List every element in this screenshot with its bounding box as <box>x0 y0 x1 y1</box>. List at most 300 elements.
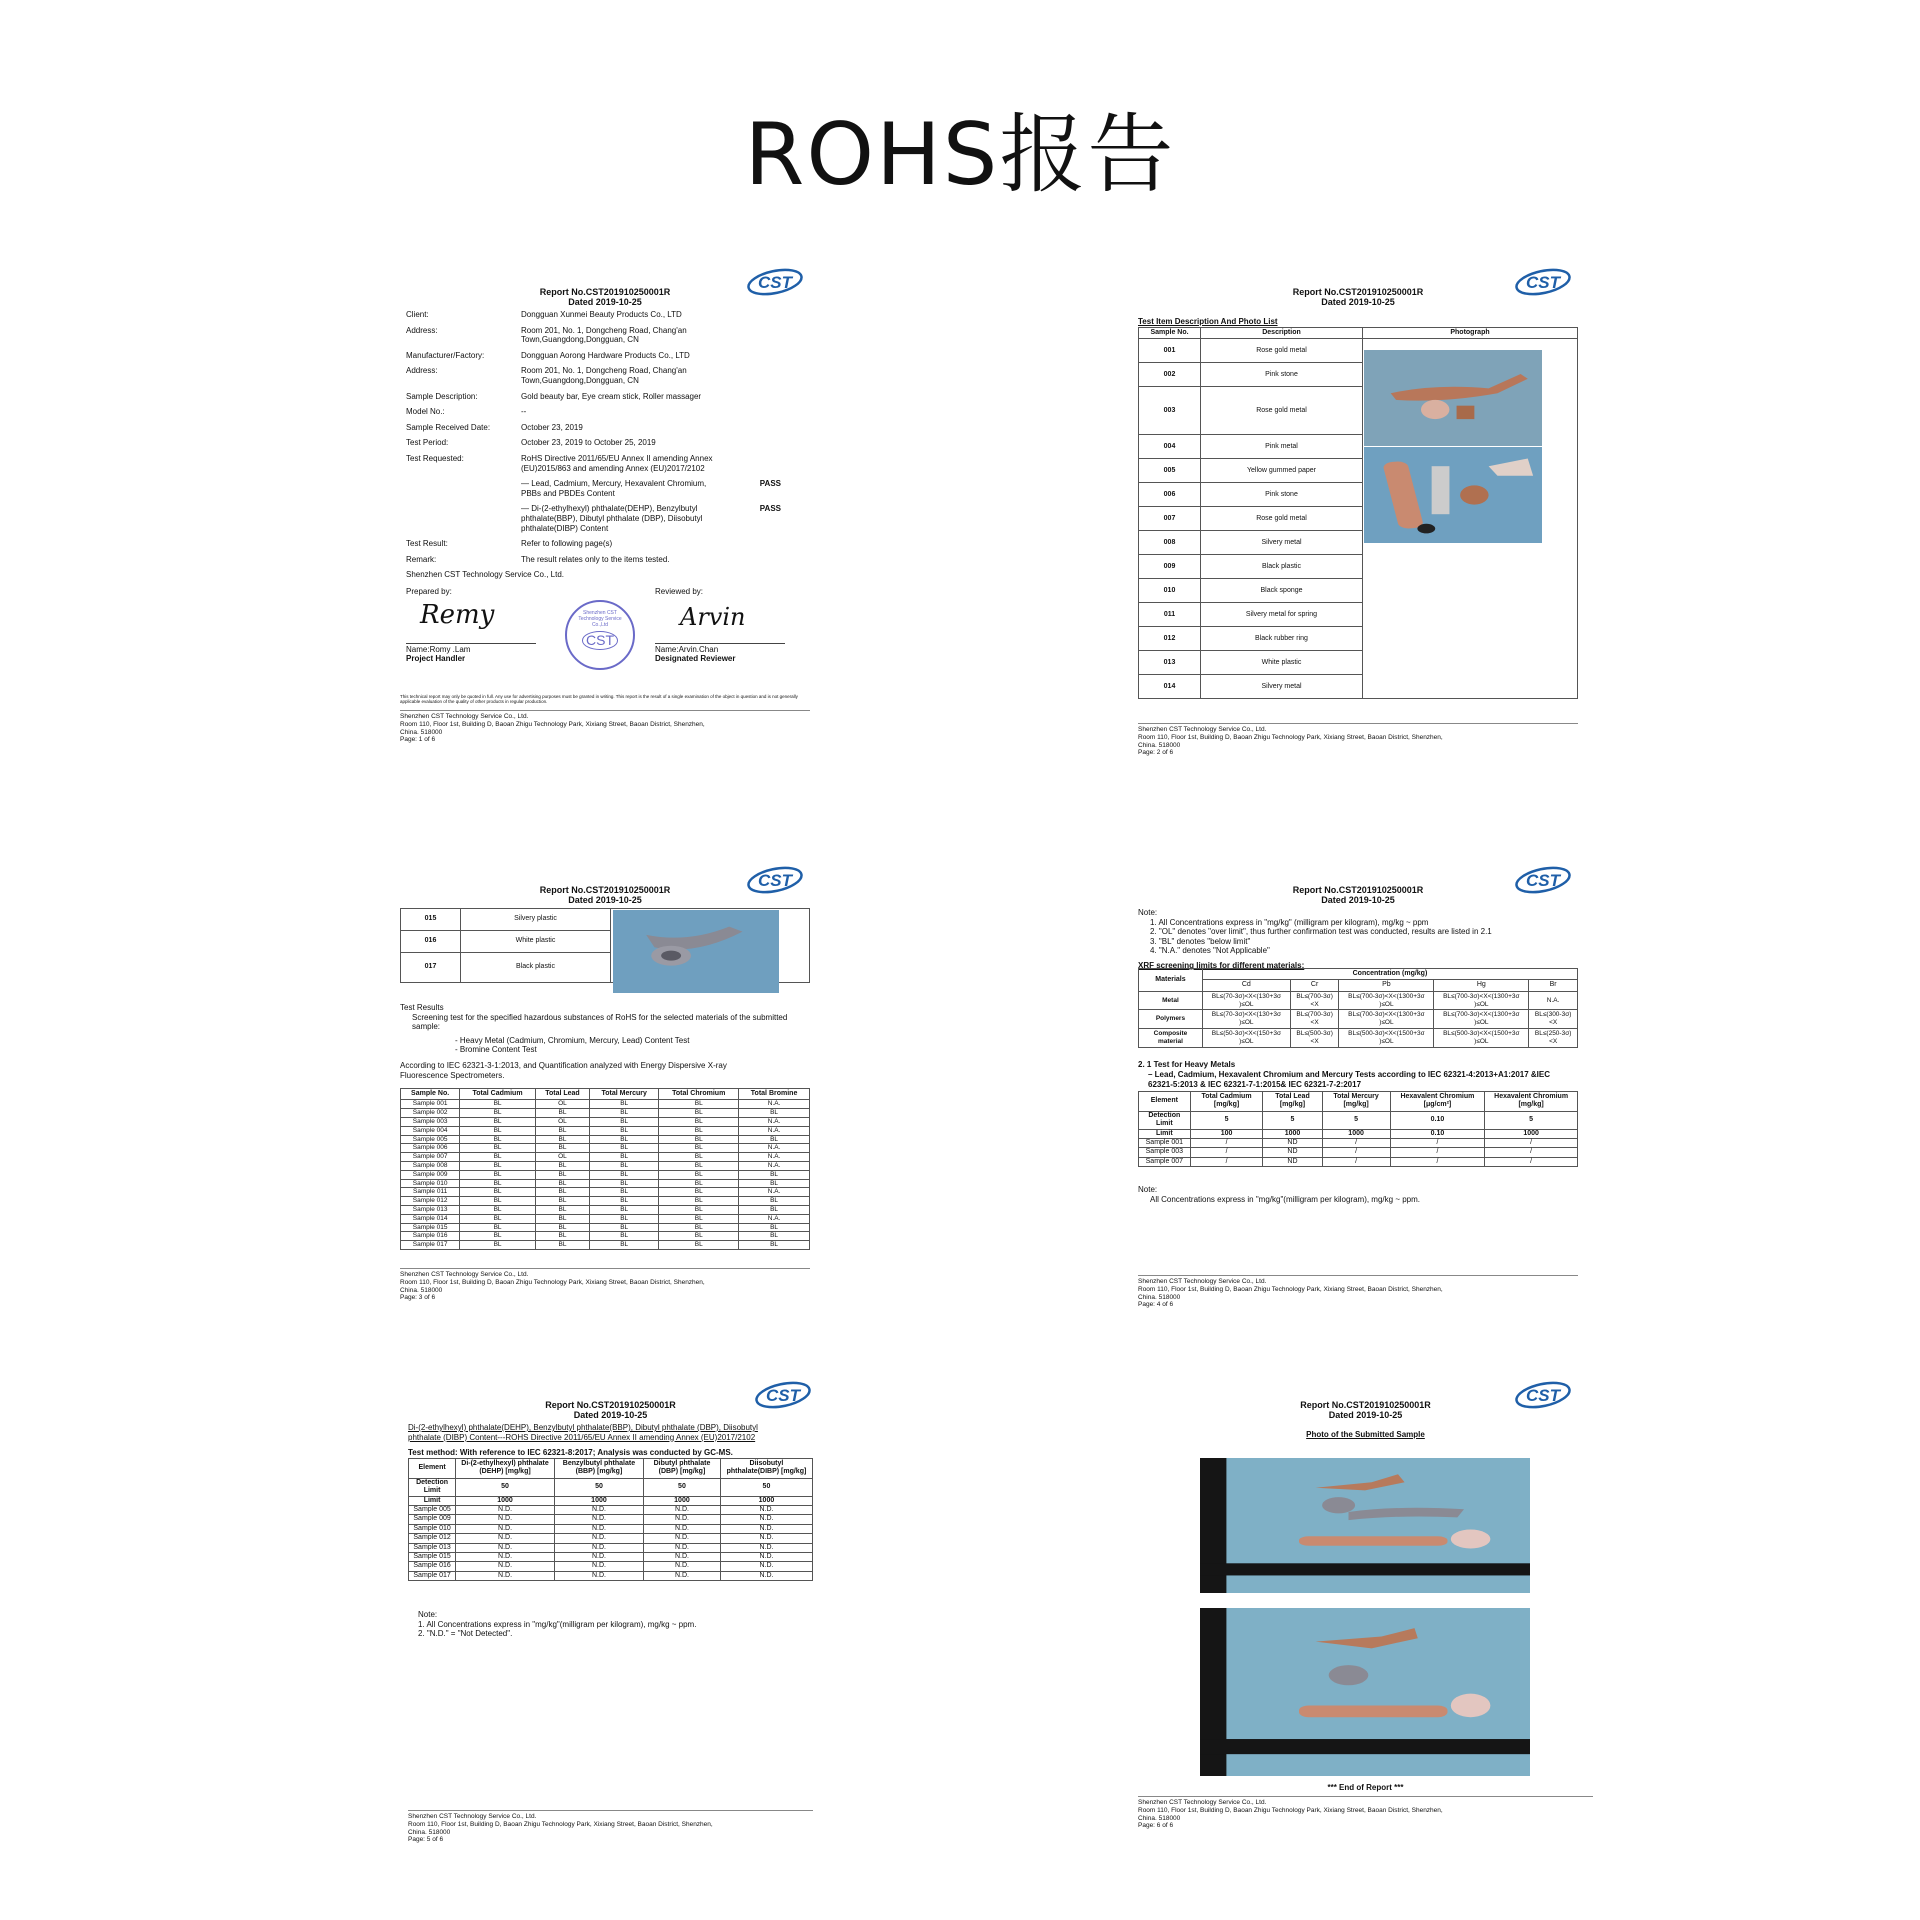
table-header-row <box>1139 1092 1578 1112</box>
footer-address: Room 110, Floor 1st, Building D, Baoan Zhigu Technology Park, Xixiang Street, Baoan District, Shenzhen, <box>400 1278 705 1286</box>
table-cell: BL≤(300-3σ)<X <box>1529 1010 1578 1029</box>
table-cell: Sample 012 <box>409 1534 456 1543</box>
col-header: Element <box>409 1459 456 1479</box>
spacer <box>406 479 521 498</box>
table-cell: N.D. <box>456 1515 555 1524</box>
table-cell: BL <box>659 1232 739 1241</box>
page-title: ROHS报告 <box>744 105 1176 205</box>
table-cell: N.D. <box>554 1562 643 1571</box>
table-cell: BL <box>659 1179 739 1188</box>
table-cell: 50 <box>554 1478 643 1496</box>
info-value: The result relates only to the items tested. <box>521 554 670 564</box>
page-number: Page: 4 of 6 <box>1138 1301 1174 1309</box>
table-header-row <box>1139 969 1578 980</box>
table-cell: BL≤(50-3σ)<X<(150+3σ )≤OL <box>1202 1028 1290 1047</box>
reviewer-name: Name:Arvin.Chan <box>655 645 719 654</box>
table-cell: N.D. <box>644 1534 721 1543</box>
table-cell: BL <box>739 1223 810 1232</box>
page-number: Page: 2 of 6 <box>1138 749 1174 757</box>
table-cell: / <box>1322 1148 1390 1157</box>
table-cell: BL≤(70-3σ)<X<(130+3σ )≤OL <box>1202 1010 1290 1029</box>
table-cell: BL <box>739 1109 810 1118</box>
table-cell: BL <box>535 1197 589 1206</box>
footer-address: Room 110, Floor 1st, Building D, Baoan Zhigu Technology Park, Xixiang Street, Baoan District, Shenzhen, <box>1138 1285 1443 1293</box>
table-cell: / <box>1190 1157 1263 1166</box>
stamp-center: CST <box>582 631 618 650</box>
table-cell: BL <box>590 1100 659 1109</box>
col-header: Benzylbutyl phthalate (BBP) [mg/kg] <box>554 1459 643 1479</box>
sample-description: White plastic <box>461 931 611 953</box>
table-row <box>409 1552 813 1561</box>
phthalate-table <box>408 1458 813 1581</box>
xrf-limits-table <box>1138 968 1578 1048</box>
table-cell: Sample 016 <box>409 1562 456 1571</box>
note-line: 1. All Concentrations express in "mg/kg" (milligram per kilogram), mg/kg ~ ppm <box>1150 917 1429 927</box>
table-cell: Sample 013 <box>401 1205 460 1214</box>
report-date: Dated 2019-10-25 <box>1321 297 1395 308</box>
table-row <box>409 1505 813 1514</box>
stamp-ring-text: Shenzhen CST Technology Service Co.,Ltd <box>578 610 622 628</box>
sample-number: 010 <box>1139 579 1201 603</box>
table-cell: BL <box>460 1170 536 1179</box>
table-cell: BL <box>659 1153 739 1162</box>
table-cell: N.D. <box>554 1515 643 1524</box>
table-cell: BL <box>739 1179 810 1188</box>
notes <box>1138 908 1578 971</box>
info-value: October 23, 2019 <box>521 422 583 432</box>
note-line: 2. "OL" denotes "over limit", thus further confirmation test was conducted, results are listed in 2.1 <box>1150 927 1492 937</box>
sample-description: Pink stone <box>1201 363 1363 387</box>
table-cell: / <box>1390 1157 1485 1166</box>
table-cell: BL <box>590 1188 659 1197</box>
table-cell: BL <box>739 1170 810 1179</box>
report-number: Report No.CST201910250001R <box>539 287 671 297</box>
section-subheading: – Lead, Cadmium, Hexavalent Chromium and Mercury Tests according to IEC 62321-4:2013+A1:2017 &IEC 62321-5:2013 & IEC 62321-7-1:2015& IEC 62321-7-2:2017 <box>1148 1070 1550 1089</box>
sample-description: Pink metal <box>1201 435 1363 459</box>
pass-badge: PASS <box>759 479 781 489</box>
info-row <box>406 366 806 385</box>
table-cell: N.A. <box>739 1126 810 1135</box>
table-row <box>401 1223 810 1232</box>
sample-description: Yellow gummed paper <box>1201 459 1363 483</box>
table-cell: BL <box>535 1170 589 1179</box>
table-cell: BL <box>590 1241 659 1250</box>
table-cell: BL <box>535 1144 589 1153</box>
table-row <box>409 1534 813 1543</box>
page-footer <box>1138 723 1578 757</box>
screening-results-table <box>400 1088 810 1250</box>
heavy-metals-table <box>1138 1091 1578 1167</box>
table-row <box>409 1478 813 1496</box>
preparer-name: Name:Romy .Lam <box>406 645 471 654</box>
table-cell: Sample 001 <box>1139 1138 1191 1147</box>
report-date: Dated 2019-10-25 <box>573 1410 648 1421</box>
table-cell: Sample 017 <box>401 1241 460 1250</box>
submitted-sample-photo-1 <box>1200 1458 1530 1593</box>
table-cell: Sample 001 <box>401 1100 460 1109</box>
requirement-text: — Lead, Cadmium, Mercury, Hexavalent Chromium, PBBs and PBDEs Content <box>521 479 707 498</box>
table-cell: BL≤(700-3σ)<X<(1300+3σ )≤OL <box>1434 991 1529 1010</box>
table-cell: Sample 009 <box>401 1170 460 1179</box>
prepared-label: Prepared by: <box>406 587 452 596</box>
table-cell: BL <box>590 1135 659 1144</box>
table-cell: Sample 014 <box>401 1214 460 1223</box>
table-cell: Sample 012 <box>401 1197 460 1206</box>
sample-description: Pink stone <box>1201 483 1363 507</box>
table-cell: 1000 <box>1322 1129 1390 1138</box>
footer-company: Shenzhen CST Technology Service Co., Ltd. <box>400 713 529 720</box>
table-cell: BL <box>659 1100 739 1109</box>
report-page-4 <box>1138 863 1578 1309</box>
table-cell: N.D. <box>456 1524 555 1533</box>
footer-china: China. 518000 <box>1138 741 1181 749</box>
table-cell: / <box>1322 1138 1390 1147</box>
info-value: October 23, 2019 to October 25, 2019 <box>521 438 656 448</box>
page-footer <box>400 1268 810 1302</box>
sample-number: 009 <box>1139 555 1201 579</box>
table-cell: BL <box>590 1117 659 1126</box>
sample-number: 004 <box>1139 435 1201 459</box>
info-label: Test Result: <box>406 539 448 549</box>
table-row <box>401 1161 810 1170</box>
info-label: Address: <box>406 325 438 335</box>
table-cell: BL <box>460 1135 536 1144</box>
table-cell: BL <box>460 1100 536 1109</box>
table-cell: N.D. <box>644 1515 721 1524</box>
table-cell: Sample 007 <box>1139 1157 1191 1166</box>
info-value: Room 201, No. 1, Dongcheng Road, Chang'an Town,Guangdong,Dongguan, CN <box>521 366 687 385</box>
page-number: Page: 1 of 6 <box>400 736 436 744</box>
table-cell: N.D. <box>720 1534 812 1543</box>
page-number: Page: 5 of 6 <box>408 1836 444 1844</box>
info-value: Dongguan Xunmei Beauty Products Co., LTD <box>521 310 682 319</box>
sample-description: Rose gold metal <box>1201 387 1363 435</box>
footer-address: Room 110, Floor 1st, Building D, Baoan Zhigu Technology Park, Xixiang Street, Baoan District, Shenzhen, <box>400 720 705 728</box>
footer-china: China. 518000 <box>400 1286 443 1294</box>
table-cell: Sample 007 <box>401 1153 460 1162</box>
page-footer <box>1138 1275 1578 1309</box>
table-cell: BL≤(70-3σ)<X<(130+3σ )≤OL <box>1202 991 1290 1010</box>
footer-china: China. 518000 <box>1138 1293 1181 1301</box>
sample-number: 017 <box>401 953 461 983</box>
col-header: Sample No. <box>1139 328 1201 339</box>
table-cell: Sample 003 <box>1139 1148 1191 1157</box>
info-label: Sample Description: <box>406 391 478 401</box>
table-cell: BL <box>535 1205 589 1214</box>
table-cell: BL <box>659 1161 739 1170</box>
table-cell: BL <box>460 1109 536 1118</box>
table-cell: Metal <box>1139 991 1203 1010</box>
sample-number: 011 <box>1139 603 1201 627</box>
screening-text: Screening test for the specified hazardous substances of RoHS for the selected materials of the submitted sample: <box>412 1012 788 1032</box>
table-cell: 1000 <box>1263 1129 1322 1138</box>
table-cell: / <box>1485 1157 1578 1166</box>
bromine-test: - Bromine Content Test <box>455 1045 537 1055</box>
sample-number: 006 <box>1139 483 1201 507</box>
table-cell: 5 <box>1485 1111 1578 1129</box>
sample-description: Silvery metal <box>1201 675 1363 699</box>
table-cell: N.D. <box>456 1562 555 1571</box>
table-cell: BL <box>460 1223 536 1232</box>
table-cell: N.D. <box>554 1543 643 1552</box>
info-label: Test Requested: <box>406 453 464 463</box>
table-cell: ND <box>1263 1148 1322 1157</box>
table-cell: Sample 010 <box>409 1524 456 1533</box>
table-cell: / <box>1485 1138 1578 1147</box>
table-cell: BL <box>659 1117 739 1126</box>
info-row <box>406 407 806 417</box>
signature-2: Arvin <box>680 603 746 631</box>
info-row <box>406 423 806 433</box>
info-row <box>406 392 806 402</box>
table-cell: N.D. <box>644 1571 721 1580</box>
table-row <box>401 1188 810 1197</box>
table-cell: 50 <box>644 1478 721 1496</box>
pass-badge: PASS <box>759 504 781 514</box>
report-header <box>1138 287 1578 308</box>
table-cell: Detection Limit <box>409 1478 456 1496</box>
col-header: Total Cadmium <box>460 1089 536 1100</box>
table-cell: Composite material <box>1139 1028 1203 1047</box>
table-cell: BL <box>590 1126 659 1135</box>
table-cell: BL <box>590 1170 659 1179</box>
section-heading: 2. 1 Test for Heavy Metals <box>1138 1060 1236 1069</box>
test-method: Test method: With reference to IEC 62321-8:2017; Analysis was conducted by GC-MS. <box>408 1448 733 1457</box>
table-cell: N.D. <box>720 1552 812 1561</box>
table-row <box>409 1562 813 1571</box>
report-header <box>400 287 810 308</box>
submitted-sample-photo-2 <box>1200 1608 1530 1776</box>
company-name: Shenzhen CST Technology Service Co., Ltd. <box>406 570 565 580</box>
company-stamp <box>565 600 635 670</box>
footer-company: Shenzhen CST Technology Service Co., Ltd. <box>1138 726 1267 733</box>
table-cell: N.D. <box>720 1562 812 1571</box>
logo-text: CST <box>766 1386 800 1405</box>
page-number: Page: 3 of 6 <box>400 1294 436 1302</box>
table-cell: BL <box>739 1232 810 1241</box>
report-number: Report No.CST201910250001R <box>539 885 671 895</box>
table-cell: 0.10 <box>1390 1129 1485 1138</box>
table-cell: BL <box>659 1170 739 1179</box>
table-cell: 5 <box>1190 1111 1263 1129</box>
col-header: Photograph <box>1363 328 1578 339</box>
info-row <box>406 326 806 345</box>
sample-number: 001 <box>1139 339 1201 363</box>
table-cell: BL <box>535 1241 589 1250</box>
table-row <box>1139 1138 1578 1147</box>
note-line: Note: <box>1138 908 1158 917</box>
table-cell: BL <box>460 1241 536 1250</box>
table-cell: BL <box>659 1223 739 1232</box>
col-header: Total Mercury <box>590 1089 659 1100</box>
sample-photo-b <box>1364 447 1542 543</box>
table-cell: 5 <box>1322 1111 1390 1129</box>
table-header-row <box>401 1089 810 1100</box>
info-label: Sample Received Date: <box>406 422 491 432</box>
table-cell: BL <box>659 1205 739 1214</box>
table-row <box>1139 1028 1578 1047</box>
table-cell: Sample 015 <box>401 1223 460 1232</box>
report-number: Report No.CST201910250001R <box>545 1400 676 1410</box>
table-cell: N.D. <box>644 1552 721 1561</box>
table-cell: / <box>1190 1138 1263 1147</box>
sample-description: Black sponge <box>1201 579 1363 603</box>
table-cell: OL <box>535 1153 589 1162</box>
table-cell: BL <box>739 1135 810 1144</box>
table-cell: / <box>1322 1157 1390 1166</box>
table-cell: BL <box>739 1197 810 1206</box>
requirement-1 <box>406 479 806 498</box>
table-cell: 5 <box>1263 1111 1322 1129</box>
col-header: Total Bromine <box>739 1089 810 1100</box>
end-of-report: *** End of Report *** <box>1327 1783 1404 1792</box>
table-cell: Sample 008 <box>401 1161 460 1170</box>
table-header-row <box>1139 980 1578 991</box>
footer-address: Room 110, Floor 1st, Building D, Baoan Zhigu Technology Park, Xixiang Street, Baoan District, Shenzhen, <box>1138 1806 1443 1814</box>
element-header: Br <box>1529 980 1578 991</box>
table-cell: Sample 015 <box>409 1552 456 1561</box>
reviewed-label: Reviewed by: <box>655 587 704 596</box>
report-number: Report No.CST201910250001R <box>1300 1400 1431 1410</box>
logo-text: CST <box>1526 1386 1560 1405</box>
report-header <box>400 885 810 906</box>
report-date: Dated 2019-10-25 <box>568 895 642 906</box>
table-cell: 100 <box>1190 1129 1263 1138</box>
table-cell: BL <box>535 1223 589 1232</box>
test-results <box>400 1003 810 1080</box>
table-row <box>401 1153 810 1162</box>
table-cell: BL <box>590 1223 659 1232</box>
table-cell: N.D. <box>720 1515 812 1524</box>
table-cell: BL <box>590 1153 659 1162</box>
table-cell: N.D. <box>720 1543 812 1552</box>
col-header: Total Chromium <box>659 1089 739 1100</box>
table-cell: N.D. <box>456 1505 555 1514</box>
table-cell: BL <box>535 1179 589 1188</box>
table-row <box>409 1524 813 1533</box>
page-footer <box>408 1810 813 1844</box>
col-header: Total Lead <box>535 1089 589 1100</box>
table-cell: BL <box>590 1232 659 1241</box>
table-cell: / <box>1190 1148 1263 1157</box>
info-value: -- <box>521 407 527 417</box>
table-cell: BL <box>535 1109 589 1118</box>
footer-china: China. 518000 <box>408 1828 451 1836</box>
table-cell: BL≤(700-3σ)<X <box>1290 1010 1339 1029</box>
info-row <box>406 310 806 320</box>
table-row <box>401 1135 810 1144</box>
sample-description: Silvery metal for spring <box>1201 603 1363 627</box>
table-cell: N.D. <box>554 1505 643 1514</box>
xrf-heading: XRF screening limits for different materials: <box>1138 960 1305 970</box>
table-cell: 1000 <box>644 1496 721 1505</box>
element-header: Cr <box>1290 980 1339 991</box>
report-date: Dated 2019-10-25 <box>1321 895 1395 906</box>
table-cell: BL <box>460 1117 536 1126</box>
table-cell: 1000 <box>1485 1129 1578 1138</box>
table-cell: 1000 <box>456 1496 555 1505</box>
col-header: Diisobutyl phthalate(DIBP) [mg/kg] <box>720 1459 812 1479</box>
col-header: Element <box>1139 1092 1191 1112</box>
info-row <box>406 555 806 565</box>
table-cell: N.A. <box>739 1161 810 1170</box>
logo-text: CST <box>758 871 792 890</box>
table-cell: BL <box>460 1232 536 1241</box>
info-label: Remark: <box>406 554 437 564</box>
info-row <box>406 351 806 361</box>
table-cell: Limit <box>1139 1129 1191 1138</box>
table-cell: N.D. <box>554 1524 643 1533</box>
preparer-role: Project Handler <box>406 654 466 663</box>
footer-china: China. 518000 <box>400 728 443 736</box>
table-cell: N.D. <box>456 1543 555 1552</box>
footer-address: Room 110, Floor 1st, Building D, Baoan Zhigu Technology Park, Xixiang Street, Baoan District, Shenzhen, <box>408 1820 713 1828</box>
test-results-title: Test Results <box>400 1003 444 1012</box>
table-cell: BL <box>460 1179 536 1188</box>
table-cell: BL <box>460 1126 536 1135</box>
table-cell: Sample 005 <box>401 1135 460 1144</box>
table-cell: OL <box>535 1117 589 1126</box>
table-cell: N.D. <box>554 1571 643 1580</box>
table-header-row <box>1139 328 1578 339</box>
sample-number: 007 <box>1139 507 1201 531</box>
table-cell: ND <box>1263 1157 1322 1166</box>
info-label: Test Period: <box>406 438 449 448</box>
requirement-text: — Di-(2-ethylhexyl) phthalate(DEHP), Benzylbutyl phthalate(BBP), Dibutyl phthalate (DBP), Diisobutyl phthalate(DIBP) Content <box>521 504 703 533</box>
table-cell: BL <box>535 1135 589 1144</box>
report-header <box>1138 1400 1593 1421</box>
table-cell: Sample 009 <box>409 1515 456 1524</box>
table-row <box>401 1179 810 1188</box>
table-cell: N.D. <box>720 1505 812 1514</box>
table-cell: BL <box>535 1232 589 1241</box>
table-cell: BL <box>535 1126 589 1135</box>
sample-number: 014 <box>1139 675 1201 699</box>
report-header <box>1138 885 1578 906</box>
table-cell: N.D. <box>644 1562 721 1571</box>
table-cell: Sample 006 <box>401 1144 460 1153</box>
sample-photo-a <box>1364 350 1542 446</box>
sample-description: Silvery plastic <box>461 909 611 931</box>
info-value: RoHS Directive 2011/65/EU Annex II amending Annex (EU)2015/863 and amending Annex (EU)2017/2102 <box>521 453 713 473</box>
footer-china: China. 518000 <box>1138 1814 1181 1822</box>
table-row <box>401 1144 810 1153</box>
table-cell: BL <box>739 1205 810 1214</box>
table-cell: BL <box>535 1188 589 1197</box>
col-header: Sample No. <box>401 1089 460 1100</box>
table-cell: / <box>1390 1138 1485 1147</box>
table-cell: BL≤(500-3σ)<X <box>1290 1028 1339 1047</box>
report-page-1 <box>400 265 810 745</box>
table-row <box>401 1232 810 1241</box>
table-row <box>401 1100 810 1109</box>
photo-heading: Photo of the Submitted Sample <box>1306 1430 1425 1439</box>
photo-list-heading: Test Item Description And Photo List <box>1138 317 1278 326</box>
table-row <box>401 1170 810 1179</box>
report-page-5 <box>408 1378 813 1848</box>
report-page-3 <box>400 863 810 1303</box>
table-cell: Sample 011 <box>401 1188 460 1197</box>
table-row <box>1139 1111 1578 1129</box>
note-heading: Note: <box>1138 1185 1158 1194</box>
table-cell: N.A. <box>739 1117 810 1126</box>
info-row <box>406 454 806 473</box>
report-number: Report No.CST201910250001R <box>1292 885 1424 895</box>
logo-text: CST <box>1526 273 1560 292</box>
table-cell: ND <box>1263 1138 1322 1147</box>
logo-text: CST <box>1526 871 1560 890</box>
table-cell: N.D. <box>720 1524 812 1533</box>
